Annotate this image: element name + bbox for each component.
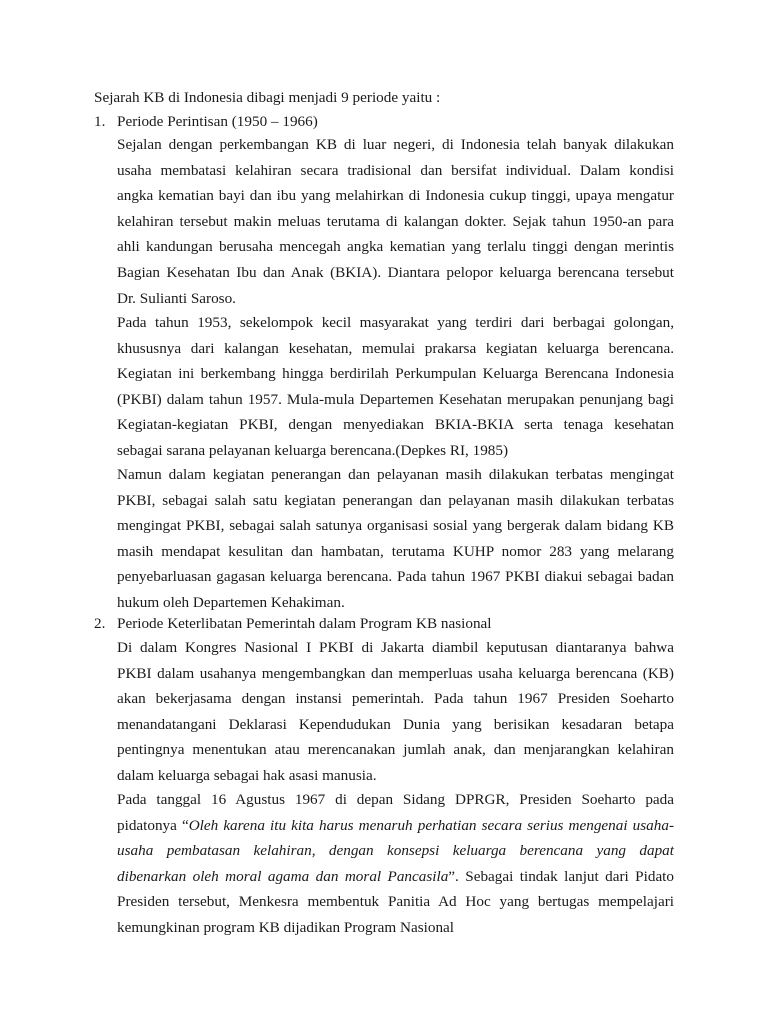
paragraph-line: menandatangani Deklarasi Kependudukan Dunia yang berisikan kesadaran betapa <box>117 715 674 733</box>
section-title: Periode Keterlibatan Pemerintah dalam Program KB nasional <box>117 615 492 632</box>
section-number: 1. <box>94 113 106 130</box>
paragraph-line: penyebarluasan gagasan keluarga berencana. Pada tahun 1967 PKBI diakui sebagai badan <box>117 568 674 586</box>
paragraph-line: Pada tanggal 16 Agustus 1967 di depan Sidang DPRGR, Presiden Soeharto pada <box>117 791 674 808</box>
paragraph-line: PKBI, sebagai salah satu kegiatan penerangan dan pelayanan masih dilakukan terbatas <box>117 491 674 509</box>
quote-text: Oleh karena itu kita harus menaruh perhatian secara serius mengenai usaha- <box>188 816 674 834</box>
paragraph-line: (PKBI) dalam tahun 1957. Mula-mula Departemen Kesehatan merupakan penunjang bagi <box>117 390 674 408</box>
paragraph-line: Namun dalam kegiatan penerangan dan pelayanan masih dilakukan terbatas mengingat <box>117 466 674 483</box>
paragraph-line: Pada tahun 1953, sekelompok kecil masyarakat yang terdiri dari berbagai golongan, <box>117 314 674 331</box>
paragraph-line: akan bekerjasama dengan instansi pemerintah. Pada tahun 1967 Presiden Soeharto <box>117 690 674 708</box>
document-intro: Sejarah KB di Indonesia dibagi menjadi 9 periode yaitu : <box>94 89 441 106</box>
paragraph-line: dalam keluarga sebagai hak asasi manusia. <box>117 766 377 784</box>
section-title: Periode Perintisan (1950 – 1966) <box>117 113 318 130</box>
paragraph-line: ahli kandungan berusaha mencegah angka kematian yang terlalu tinggi dengan merintis <box>117 238 674 256</box>
paragraph-line: Presiden tersebut, Menkesra membentuk Panitia Ad Hoc yang bertugas mempelajari <box>117 893 674 911</box>
paragraph-line: kelahiran tersebut makin meluas terutama di kalangan dokter. Sejak tahun 1950-an para <box>117 212 674 230</box>
paragraph-1-1 <box>117 132 674 311</box>
paragraph-line: Bagian Kesehatan Ibu dan Anak (BKIA). Diantara pelopor keluarga berencana tersebut <box>117 263 674 281</box>
paragraph-line: Kegiatan ini berkembang hingga berdirilah Perkumpulan Keluarga Berencana Indonesia <box>117 365 674 383</box>
paragraph-line: PKBI dalam usahanya mengembangkan dan memperluas usaha keluarga berencana (KB) <box>117 664 674 682</box>
paragraph-line: kemungkinan program KB dijadikan Program Nasional <box>117 918 455 936</box>
section-heading-2 <box>94 612 674 636</box>
paragraph-line: sebagai sarana pelayanan keluarga berencana.(Depkes RI, 1985) <box>117 441 509 459</box>
paragraph-line-mixed <box>117 813 674 839</box>
paragraph-1-2 <box>117 310 674 464</box>
quote-text: dibenarkan oleh moral agama dan moral Pancasila <box>117 867 449 885</box>
paragraph-line: masih mendapat kesulitan dan hambatan, terutama KUHP nomor 283 yang melarang <box>117 542 674 560</box>
paragraph-1-3 <box>117 462 674 616</box>
paragraph-line: Di dalam Kongres Nasional I PKBI di Jakarta diambil keputusan diantaranya bahwa <box>117 639 674 656</box>
paragraph-2-2 <box>117 787 674 941</box>
paragraph-2-1 <box>117 635 674 789</box>
paragraph-line: Dr. Sulianti Saroso. <box>117 289 236 307</box>
paragraph-line: angka kematian bayi dan ibu yang melahirkan di Indonesia cukup tinggi, upaya mengatur <box>117 187 674 205</box>
paragraph-line: mengingat PKBI, sebagai salah satunya organisasi sosial yang bergerak dalam bidang KB <box>117 517 674 535</box>
paragraph-line: usaha membatasi kelahiran secara tradisional dan bersifat individual. Dalam kondisi <box>117 161 674 179</box>
quote-line: usaha pembatasan kelahiran, dengan konsepsi keluarga berencana yang dapat <box>117 842 674 860</box>
section-heading-1 <box>94 110 674 134</box>
section-number: 2. <box>94 615 106 632</box>
paragraph-line: khususnya dari kalangan kesehatan, memulai prakarsa kegiatan keluarga berencana. <box>117 339 674 357</box>
paragraph-line: pentingnya menentukan atau merencanakan jumlah anak, dan menjarangkan kelahiran <box>117 741 674 759</box>
quote-open: pidatonya “ <box>117 816 189 834</box>
paragraph-line: Kegiatan-kegiatan PKBI, dengan menyediakan BKIA-BKIA serta tenaga kesehatan <box>117 416 674 434</box>
quote-close: ”. Sebagai tindak lanjut dari Pidato <box>448 867 674 885</box>
paragraph-line: hukum oleh Departemen Kehakiman. <box>117 593 345 611</box>
paragraph-line: Sejalan dengan perkembangan KB di luar negeri, di Indonesia telah banyak dilakukan <box>117 136 674 153</box>
paragraph-line-mixed <box>117 864 674 890</box>
